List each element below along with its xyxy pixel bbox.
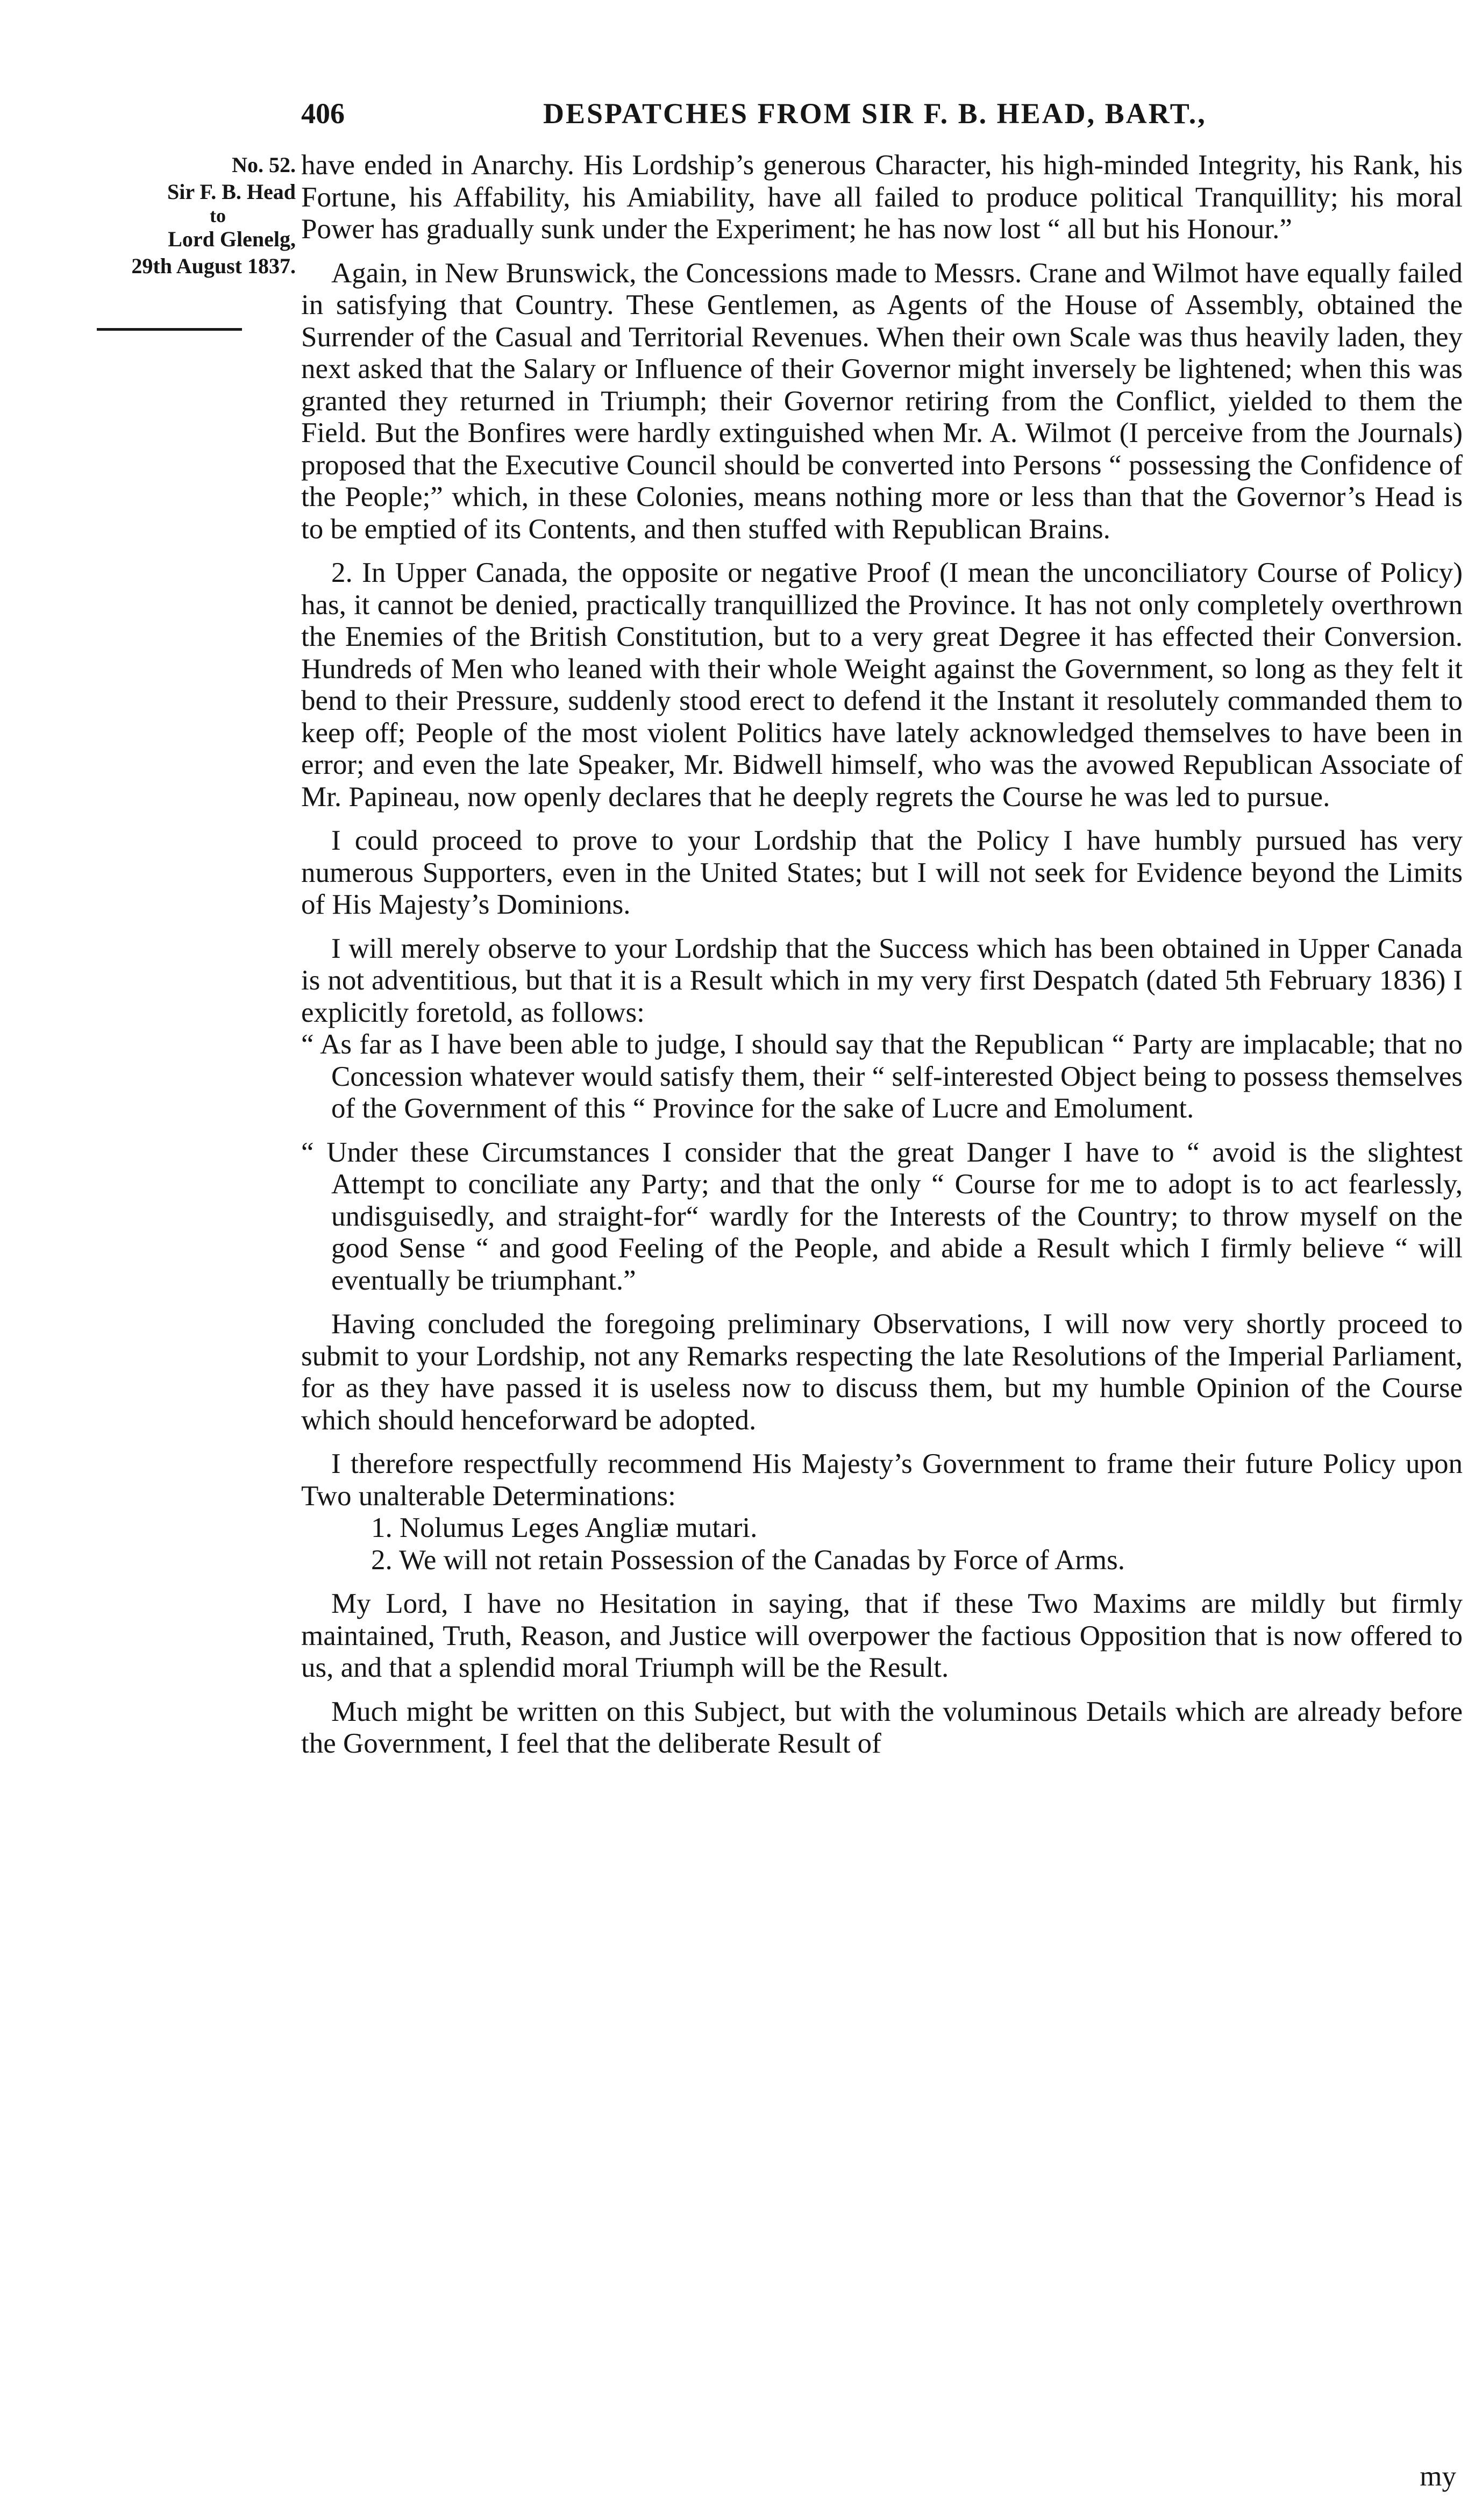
paragraph-anarchy: have ended in Anarchy. His Lordship’s generous Character, his high-minded Integrity, his Rank, his Fortune, his Affability, his Amiability, have all failed to produce political Tranquillity; his moral Power has gradually sunk under the Experiment; he has now lost “ all but his Honour.” (301, 150, 1463, 245)
despatch-sender: Sir F. B. Head (167, 180, 296, 204)
quotation-republican-party: “ As far as I have been able to judge, I should say that the Republican “ Party are implacable; that no Concession whatever would satisfy them, their “ self-interested Object being to possess themselves of the Government of this “ Province for the sake of Lucre and Emolument. (301, 1029, 1463, 1124)
despatch-recipient: Lord Glenelg, (168, 227, 296, 251)
margin-rule (97, 328, 242, 331)
paragraph-supporters: I could proceed to prove to your Lordship that the Policy I have humbly pursued has very numerous Supporters, even in the United States; but I will not seek for Evidence beyond the Limits of His Majesty’s Dominions. (301, 825, 1463, 920)
determination-1: 1. Nolumus Leges Angliæ mutari. (371, 1512, 758, 1543)
quotation-great-danger: “ Under these Circumstances I consider that the great Danger I have to “ avoid is the slightest Attempt to conciliate any Party; and that the only “ Course for me to adopt is to act fearlessly, undisguisedly, and straight-for“ wardly for the Interests of the Country; to throw myself on the good Sense “ and good Feeling of the People, and abide a Result which I firmly believe “ will eventually be triumphant.” (301, 1136, 1463, 1296)
paragraph-success: I will merely observe to your Lordship that the Success which has been obtained in Upper Canada is not adventitious, but that it is a Result which in my very first Despatch (dated 5th February 1836) I explicitly foretold, as follows: (301, 932, 1463, 1028)
paragraph-new-brunswick: Again, in New Brunswick, the Concessions made to Messrs. Crane and Wilmot have equally failed in satisfying that Country. These Gentlemen, as Agents of the House of Assembly, obtained the Surrender of the Casual and Territorial Revenues. When their own Scale was thus heavily laden, they next asked that the Salary or Influence of their Governor might inversely be lightened; when this was granted they returned in Triumph; their Governor retiring from the Conflict, yielded to them the Field. But the Bonfires were hardly extinguished when Mr. A. Wilmot (I perceive from the Journals) proposed that the Executive Council should be converted into Persons “ possessing the Confidence of the People;” which, in these Colonies, means nothing more or less than that the Governor’s Head is to be emptied of its Contents, and then stuffed with Republican Brains. (301, 257, 1463, 545)
main-text (301, 150, 1463, 1760)
paragraph-recommend: I therefore respectfully recommend His Majesty’s Government to frame their future Policy upon Two unalterable Determinations: (301, 1448, 1463, 1512)
despatch-date: 29th August 1837. (131, 254, 296, 278)
page-header (301, 86, 1463, 134)
paragraph-preliminary: Having concluded the foregoing preliminary Observations, I will now very shortly proceed to submit to your Lordship, not any Remarks respecting the late Resolutions of the Imperial Parliament, for as they have passed it is useless now to discuss them, but my humble Opinion of the Course which should henceforward be adopted. (301, 1308, 1463, 1436)
paragraph-much-written: Much might be written on this Subject, but with the voluminous Details which are already before the Government, I feel that the deliberate Result of (301, 1696, 1463, 1759)
margin-note (81, 152, 296, 280)
despatch-to: to (210, 205, 226, 226)
despatch-number: No. 52. (232, 153, 296, 177)
determination-2: 2. We will not retain Possession of the Canadas by Force of Arms. (371, 1544, 1125, 1576)
paragraph-maxims: My Lord, I have no Hesitation in saying, that if these Two Maxims are mildly but firmly maintained, Truth, Reason, and Justice will overpower the factious Opposition that is now offered to us, and that a splendid moral Triumph will be the Result. (301, 1588, 1463, 1683)
page-number: 406 (301, 97, 345, 130)
paragraph-upper-canada: 2. In Upper Canada, the opposite or negative Proof (I mean the unconciliatory Course of Policy) has, it cannot be denied, practically tranquillized the Province. It has not only completely overthrown the Enemies of the British Constitution, but to a very great Degree it has effected their Conversion. Hundreds of Men who leaned with their whole Weight against the Government, so long as they felt it bend to their Pressure, suddenly stood erect to defend it the Instant it resolutely commanded them to keep off; People of the most violent Politics have lately acknowledged themselves to have been in error; and even the late Speaker, Mr. Bidwell himself, who was the avowed Republican Associate of Mr. Papineau, now openly declares that he deeply regrets the Course he was led to pursue. (301, 557, 1463, 813)
catchword: my (1420, 2461, 1456, 2492)
running-head: DESPATCHES FROM SIR F. B. HEAD, BART., (543, 97, 1207, 130)
